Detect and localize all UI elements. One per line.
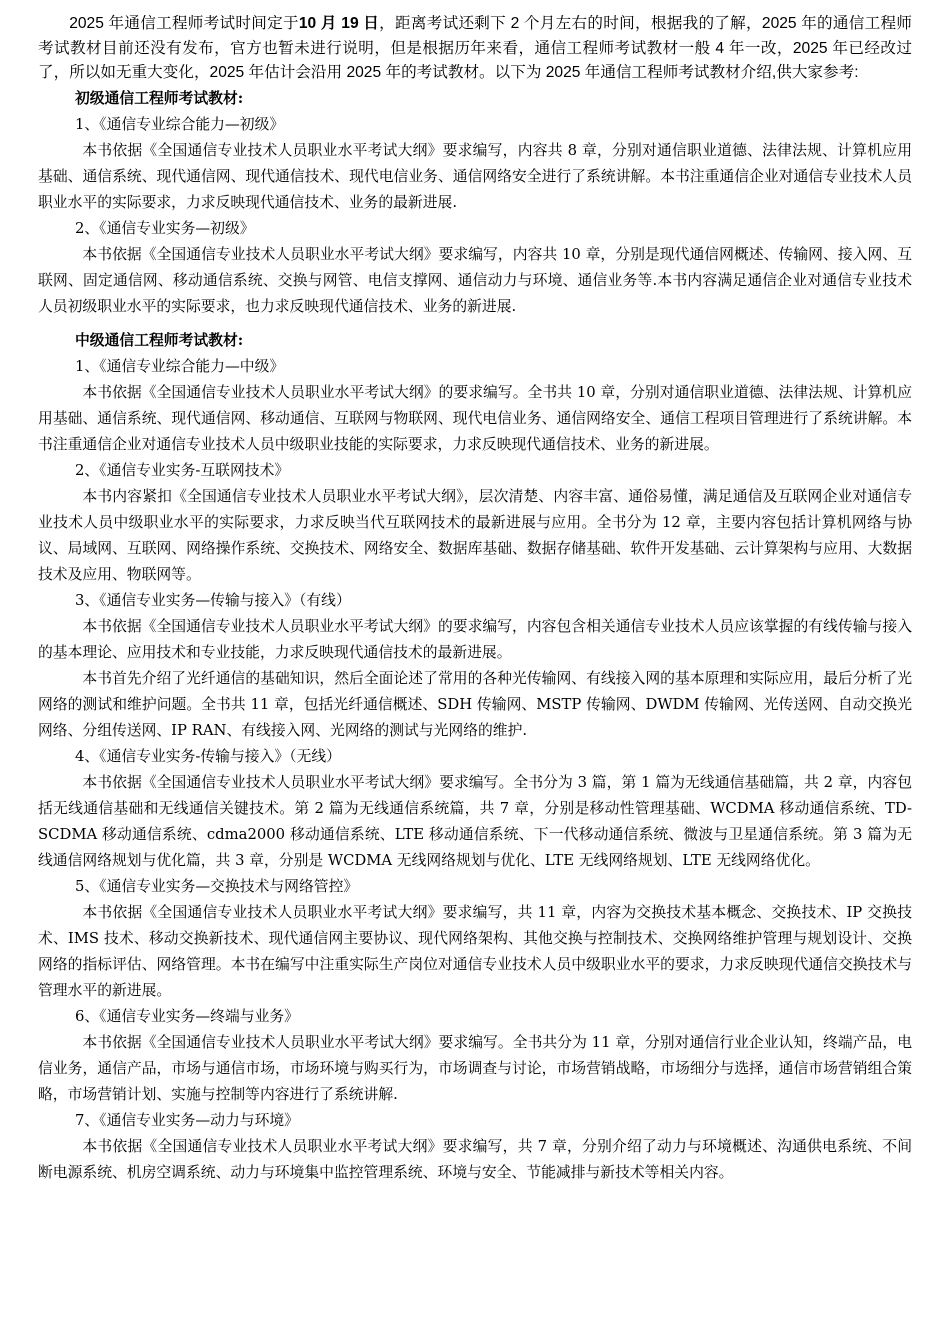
intermediate-book-5-desc: 本书依据《全国通信专业技术人员职业水平考试大纲》要求编写，共 11 章，内容为交换技术基本概念、交换技术、IP 交换技术、IMS 技术、移动交换新技术、现代通信网主要协议、现代网络架构、其他交换与控制技术、交换网络维护管理与规划设计、交换网络的指标评估、网络管理。本书在编写中注重实际生产岗位对通信专业技术人员中级职业水平的要求，力求反映现代通信交换技术与管理水平的新进展。 — [38, 903, 912, 999]
intermediate-book-6-desc: 本书依据《全国通信专业技术人员职业水平考试大纲》要求编写。全书共分为 11 章，分别对通信行业企业认知，终端产品，电信业务，通信产品，市场与通信市场，市场环境与购买行为，市场调查与讨论，市场营销战略，市场细分与选择，通信市场营销组合策略，市场营销计划、实施与控制等内容进行了系统讲解. — [38, 1033, 912, 1103]
intermediate-book-1-title: 1、《通信专业综合能力—中级》 — [75, 357, 285, 375]
intermediate-book-2-title: 2、《通信专业实务-互联网技术》 — [75, 461, 290, 479]
junior-heading: 初级通信工程师考试教材: — [75, 89, 244, 107]
junior-book-2-desc: 本书依据《全国通信专业技术人员职业水平考试大纲》要求编写，内容共 10 章，分别是现代通信网概述、传输网、接入网、互联网、固定通信网、移动通信系统、交换与网管、电信支撑网、通信动力与环境、通信业务等.本书内容满足通信企业对通信专业技术人员初级职业水平的实际要求，也力求反映现代通信技术、业务的新进展. — [38, 245, 912, 315]
intermediate-book-3-desc-2: 本书首先介绍了光纤通信的基础知识，然后全面论述了常用的各种光传输网、有线接入网的基本原理和实际应用，最后分析了光网络的测试和维护问题。全书共 11 章，包括光纤通信概述、SDH 传输网、MSTP 传输网、DWDM 传输网、光传送网、自动交换光网络、分组传送网、IP RAN、有线接入网、光网络的测试与光网络的维护. — [38, 669, 912, 739]
intermediate-book-7-title: 7、《通信专业实务—动力与环境》 — [75, 1111, 299, 1129]
intermediate-book-2-desc: 本书内容紧扣《全国通信专业技术人员职业水平考试大纲》，层次清楚、内容丰富、通俗易懂，满足通信及互联网企业对通信专业技术人员中级职业水平的实际要求，力求反映当代互联网技术的最新进展与应用。全书分为 12 章，主要内容包括计算机网络与协议、局域网、互联网、网络操作系统、交换技术、网络安全、数据库基础、数据存储基础、软件开发基础、云计算架构与应用、大数据技术及应用、物联网等。 — [38, 487, 912, 583]
junior-book-1-title: 1、《通信专业综合能力—初级》 — [75, 115, 285, 133]
intro-after-date: ，距离考试还剩下 2 个月左右的时间，根据我的了解，2025 年的通信工程师考试教材目前还没有发布，官方也暂未进行说明，但是根据历年来看，通信工程师考试教材一般 4 年一改，2025 年已经改过了，所以如无重大变化，2025 年估计会沿用 2025 年的考试教材。以下为 2025 年通信工程师考试教材介绍,供大家参考: — [38, 15, 912, 81]
intermediate-book-1-desc: 本书依据《全国通信专业技术人员职业水平考试大纲》的要求编写。全书共 10 章，分别对通信职业道德、法律法规、计算机应用基础、通信系统、现代通信网、移动通信、互联网与物联网、现代电信业务、通信网络安全、通信工程项目管理进行了系统讲解。本书注重通信企业对通信专业技术人员中级职业技能的实际要求，力求反映现代通信技术、业务的新进展。 — [38, 383, 912, 453]
intermediate-heading: 中级通信工程师考试教材: — [75, 331, 244, 349]
exam-date: 10 月 19 日 — [298, 15, 380, 32]
intermediate-book-3-desc-1: 本书依据《全国通信专业技术人员职业水平考试大纲》的要求编写，内容包含相关通信专业技术人员应该掌握的有线传输与接入的基本理论、应用技术和专业技能，力求反映现代通信技术的最新进展。 — [38, 617, 912, 661]
junior-book-1-desc: 本书依据《全国通信专业技术人员职业水平考试大纲》要求编写，内容共 8 章，分别对通信职业道德、法律法规、计算机应用基础、通信系统、现代通信网、现代通信技术、现代电信业务、通信网络安全进行了系统讲解。本书注重通信企业对通信专业技术人员职业水平的实际要求，力求反映现代通信技术、业务的最新进展. — [38, 141, 912, 211]
intermediate-book-7-desc: 本书依据《全国通信专业技术人员职业水平考试大纲》要求编写，共 7 章，分别介绍了动力与环境概述、沟通供电系统、不间断电源系统、机房空调系统、动力与环境集中监控管理系统、环境与安全、节能减排与新技术等相关内容。 — [38, 1137, 912, 1181]
document-page — [38, 12, 912, 1186]
intermediate-book-4-desc: 本书依据《全国通信专业技术人员职业水平考试大纲》要求编写。全书分为 3 篇，第 1 篇为无线通信基础篇，共 2 章，内容包括无线通信基础和无线通信关键技术。第 2 篇为无线通信系统篇，共 7 章，分别是移动性管理基础、WCDMA 移动通信系统、TD-SCDMA 移动通信系统、cdma2000 移动通信系统、LTE 移动通信系统、下一代移动通信系统、微波与卫星通信系统。第 3 篇为无线通信网络规划与优化篇，共 3 章，分别是 WCDMA 无线网络规划与优化、LTE 无线网络规划、LTE 无线网络优化。 — [38, 773, 912, 869]
intermediate-book-4-title: 4、《通信专业实务-传输与接入》（无线） — [75, 747, 341, 765]
intermediate-book-5-title: 5、《通信专业实务—交换技术与网络管控》 — [75, 877, 359, 895]
intermediate-book-6-title: 6、《通信专业实务—终端与业务》 — [75, 1007, 299, 1025]
intro-paragraph — [38, 12, 912, 86]
intro-before-date: 2025 年通信工程师考试时间定于 — [69, 15, 299, 32]
junior-book-2-title: 2、《通信专业实务—初级》 — [75, 219, 255, 237]
intermediate-book-3-title: 3、《通信专业实务—传输与接入》（有线） — [75, 591, 351, 609]
